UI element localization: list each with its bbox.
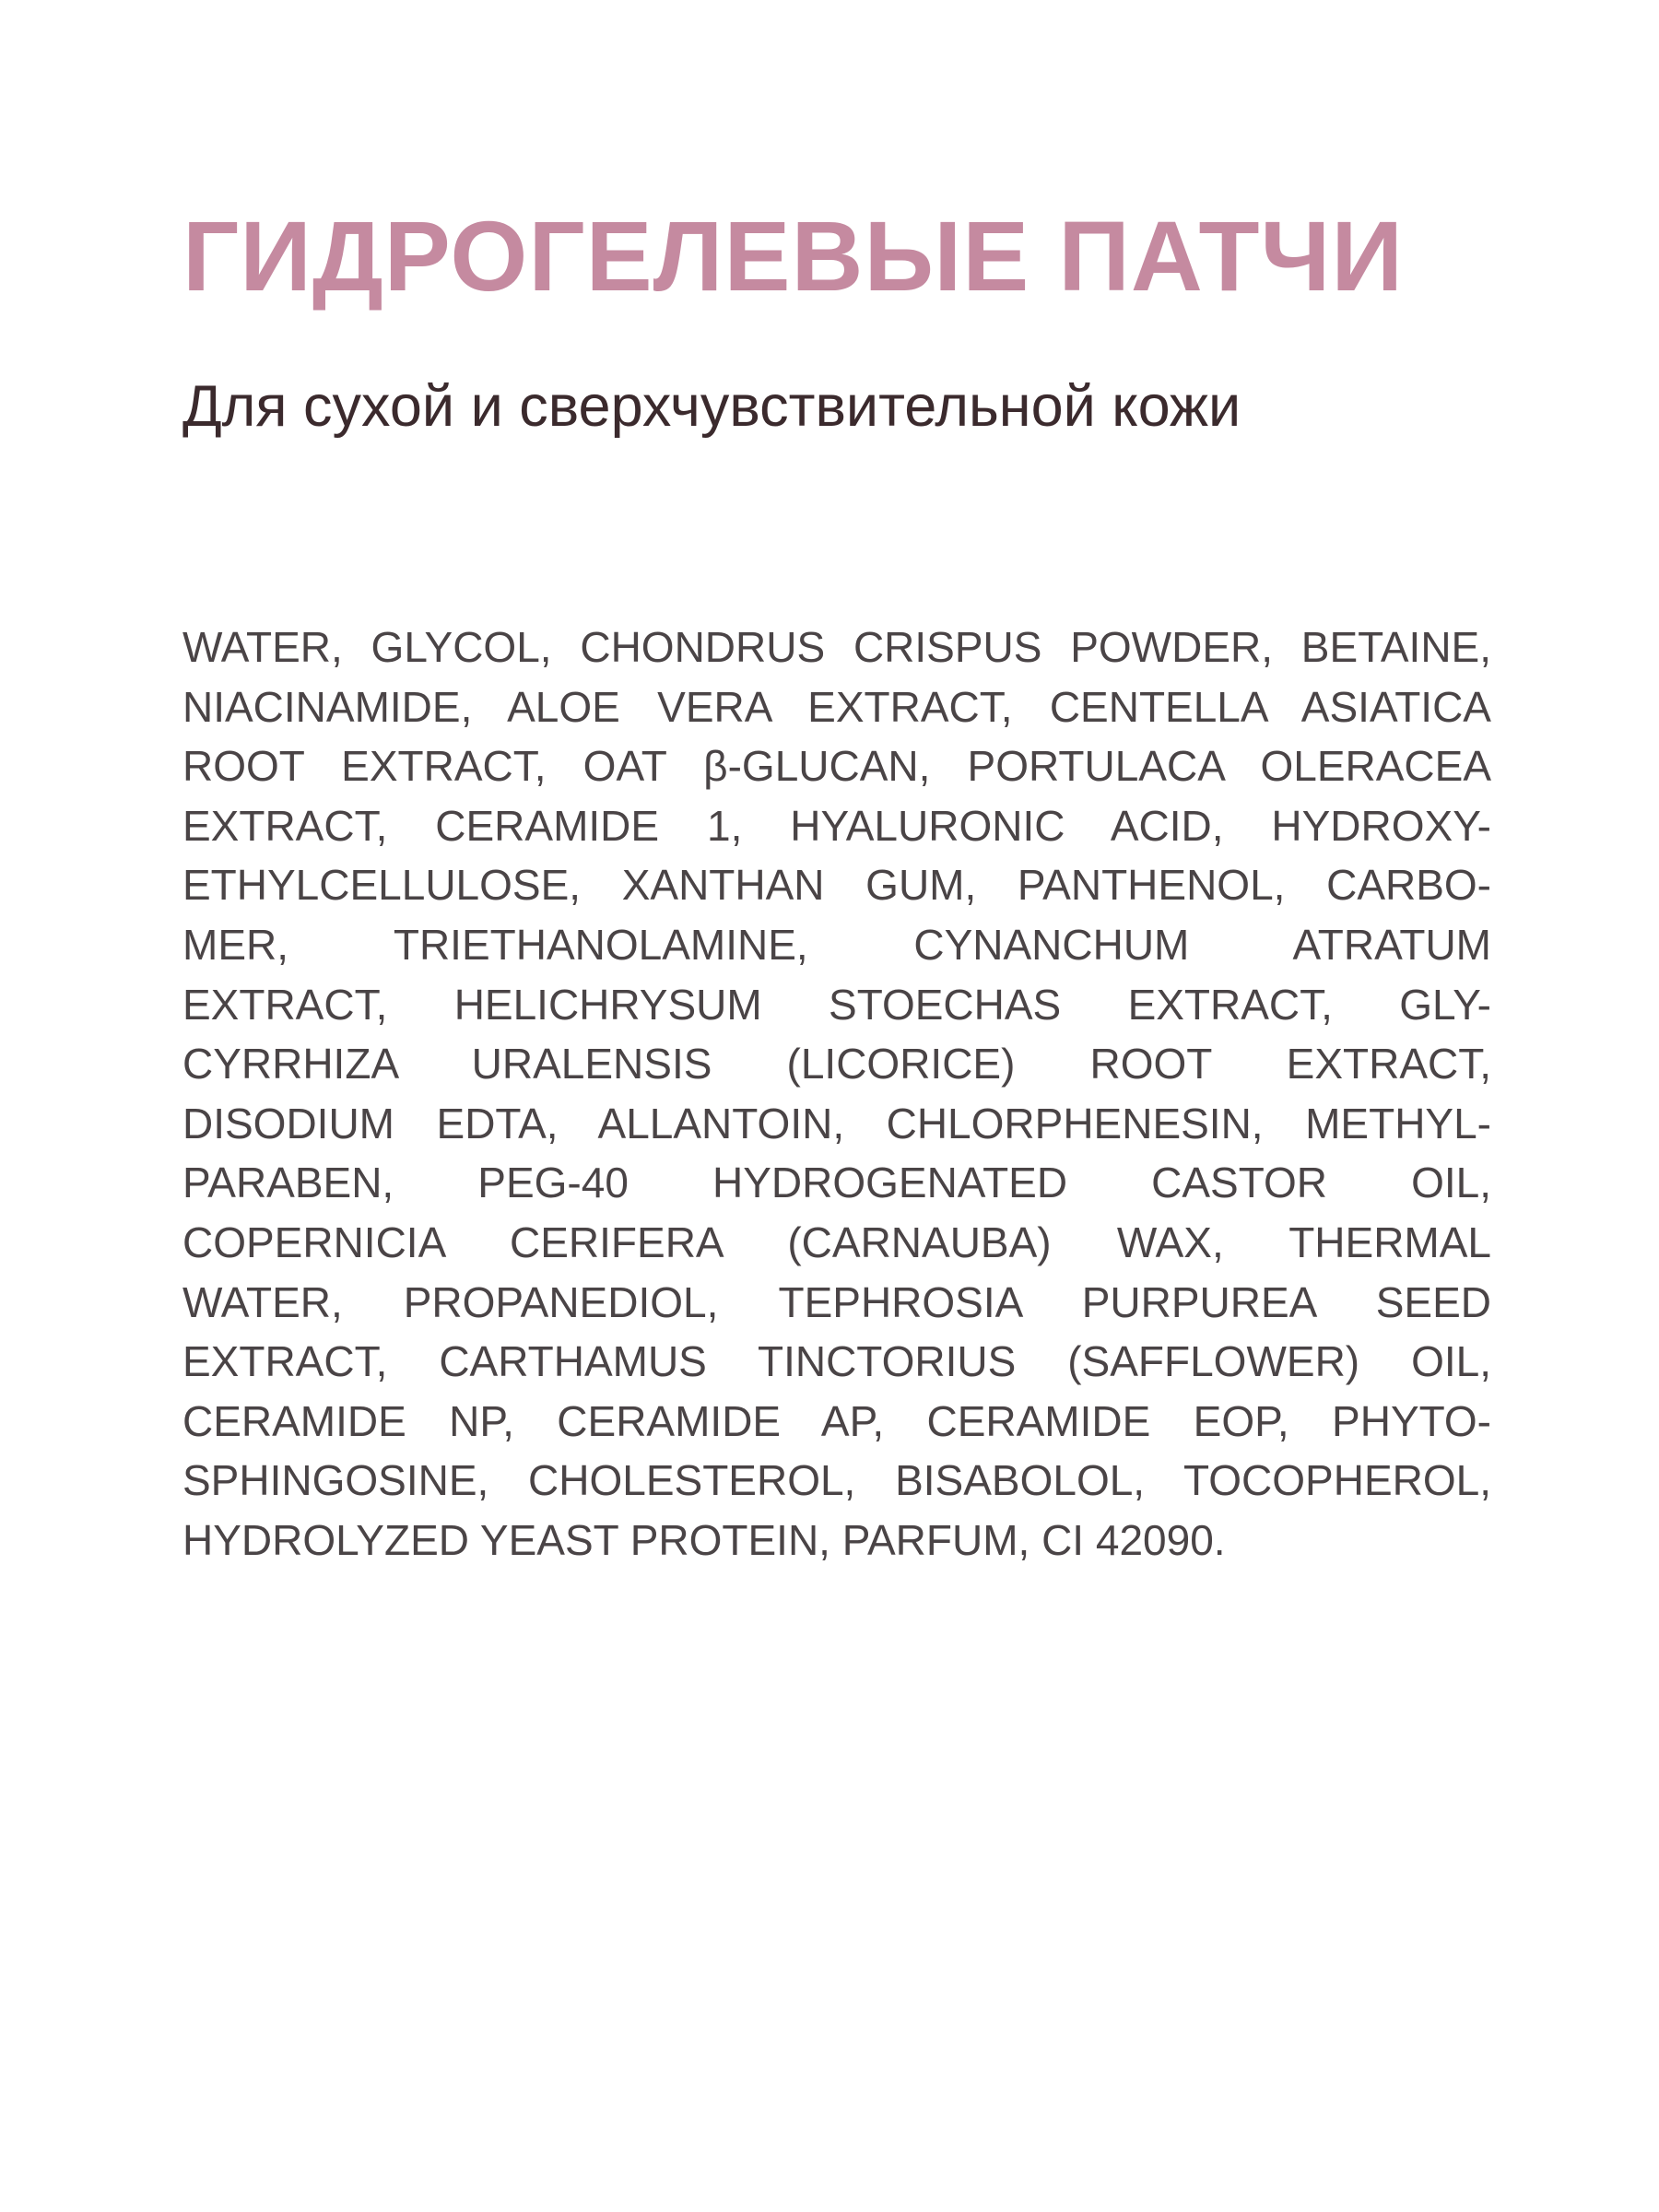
ingredients-line: ROOT EXTRACT, OAT β-GLUCAN, PORTULACA OLERACEA xyxy=(182,742,1491,791)
page-subtitle: Для сухой и сверхчувствительной кожи xyxy=(182,374,1241,439)
ingredients-line: PARABEN, PEG-40 HYDROGENATED CASTOR OIL, xyxy=(182,1159,1491,1207)
ingredients-line: HYDROLYZED YEAST PROTEIN, PARFUM, CI 42090. xyxy=(182,1515,1226,1564)
ingredients-line: EXTRACT, CERAMIDE 1, HYALURONIC ACID, HYDROXY- xyxy=(182,801,1491,850)
ingredients-list xyxy=(182,618,1491,1571)
ingredients-line: WATER, GLYCOL, CHONDRUS CRISPUS POWDER, BETAINE, xyxy=(182,623,1491,671)
ingredients-line: CERAMIDE NP, CERAMIDE AP, CERAMIDE EOP, PHYTO- xyxy=(182,1396,1491,1445)
page-title: ГИДРОГЕЛЕВЫЕ ПАТЧИ xyxy=(182,200,1404,312)
ingredients-line: DISODIUM EDTA, ALLANTOIN, CHLORPHENESIN, METHYL- xyxy=(182,1099,1491,1147)
ingredients-line: CYRRHIZA URALENSIS (LICORICE) ROOT EXTRACT, xyxy=(182,1040,1491,1088)
ingredients-line: EXTRACT, CARTHAMUS TINCTORIUS (SAFFLOWER) OIL, xyxy=(182,1337,1491,1386)
ingredients-line: EXTRACT, HELICHRYSUM STOECHAS EXTRACT, GLY- xyxy=(182,980,1491,1029)
ingredients-line: COPERNICIA CERIFERA (CARNAUBA) WAX, THERMAL xyxy=(182,1218,1491,1266)
ingredients-line: SPHINGOSINE, CHOLESTEROL, BISABOLOL, TOCOPHEROL, xyxy=(182,1456,1491,1505)
ingredients-line: MER, TRIETHANOLAMINE, CYNANCHUM ATRATUM xyxy=(182,920,1491,969)
ingredients-line: ETHYLCELLULOSE, XANTHAN GUM, PANTHENOL, CARBO- xyxy=(182,861,1491,910)
ingredients-line: NIACINAMIDE, ALOE VERA EXTRACT, CENTELLA ASIATICA xyxy=(182,682,1491,731)
ingredients-line: WATER, PROPANEDIOL, TEPHROSIA PURPUREA SEED xyxy=(182,1277,1491,1326)
